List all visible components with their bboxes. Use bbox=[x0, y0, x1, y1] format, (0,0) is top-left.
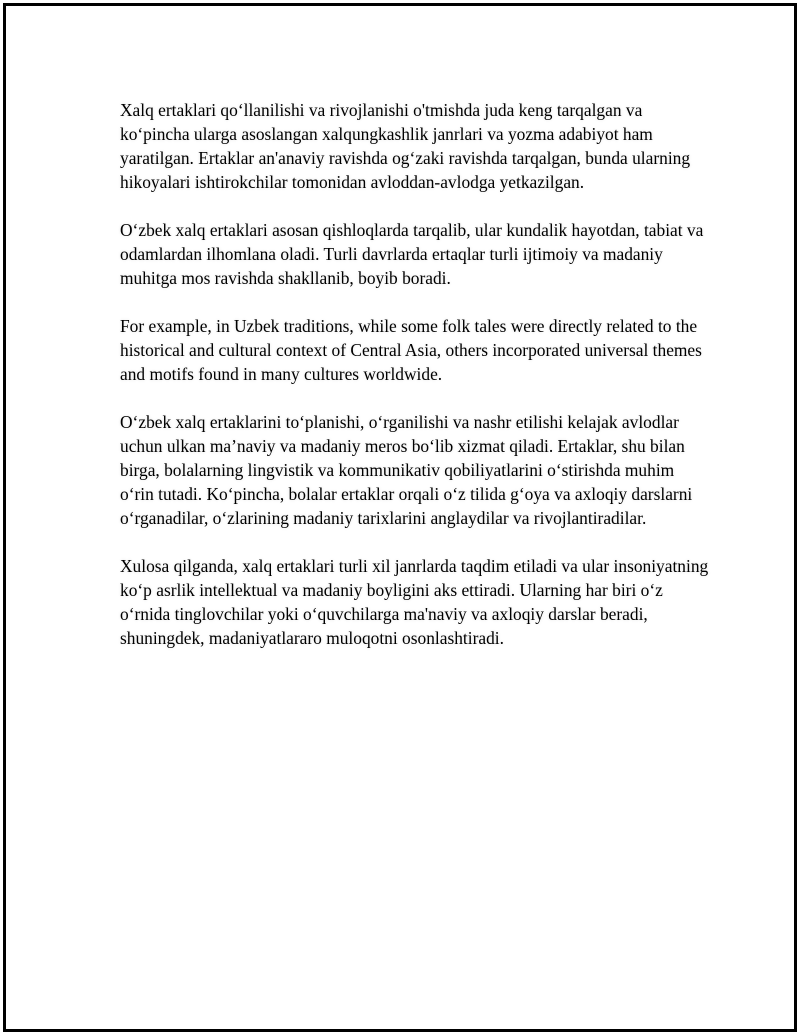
paragraph-4: O‘zbek xalq ertaklarini to‘planishi, o‘rganilishi va nashr etilishi kelajak avlodlar uchun ulkan ma’naviy va madaniy meros bo‘lib xizmat qiladi. Ertaklar, shu bilan birga, bolalarning lingvistik va kommunikativ qobiliyatlarini o‘stirishda muhim o‘rin tutadi. Ko‘pincha, bolalar ertaklar orqali o‘z tilida g‘oya va axloqiy darslarni o‘rganadilar, o‘zlarining madaniy tarixlarini anglaydilar va rivojlantiradilar. bbox=[120, 412, 693, 528]
document-body bbox=[120, 98, 710, 674]
paragraph-1: Xalq ertaklari qo‘llanilishi va rivojlanishi o'tmishda juda keng tarqalgan va ko‘pincha ularga asoslangan xalqungkashlik janrlari va yozma adabiyot ham yaratilgan. Ertaklar an'anaviy ravishda og‘zaki ravishda tarqalgan, bunda ularning hikoyalari ishtirokchilar tomonidan avloddan-avlodga yetkazilgan. bbox=[120, 100, 691, 192]
paragraph-5: Xulosa qilganda, xalq ertaklari turli xil janrlarda taqdim etiladi va ular insoniyatning ko‘p asrlik intellektual va madaniy boyligini aks ettiradi. Ularning har biri o‘z o‘rnida tinglovchilar yoki o‘quvchilarga ma'naviy va axloqiy darslar beradi, shuningdek, madaniyatlararo muloqotni osonlashtiradi. bbox=[120, 556, 709, 648]
paragraph-2: O‘zbek xalq ertaklari asosan qishloqlarda tarqalib, ular kundalik hayotdan, tabiat va odamlardan ilhomlana oladi. Turli davrlarda ertaqlar turli ijtimoiy va madaniy muhitga mos ravishda shakllanib, boyib boradi. bbox=[120, 220, 704, 288]
document-page bbox=[3, 3, 797, 1032]
paragraph-3: For example, in Uzbek traditions, while some folk tales were directly related to the historical and cultural context of Central Asia, others incorporated universal themes and motifs found in many cultures worldwide. bbox=[120, 316, 702, 384]
